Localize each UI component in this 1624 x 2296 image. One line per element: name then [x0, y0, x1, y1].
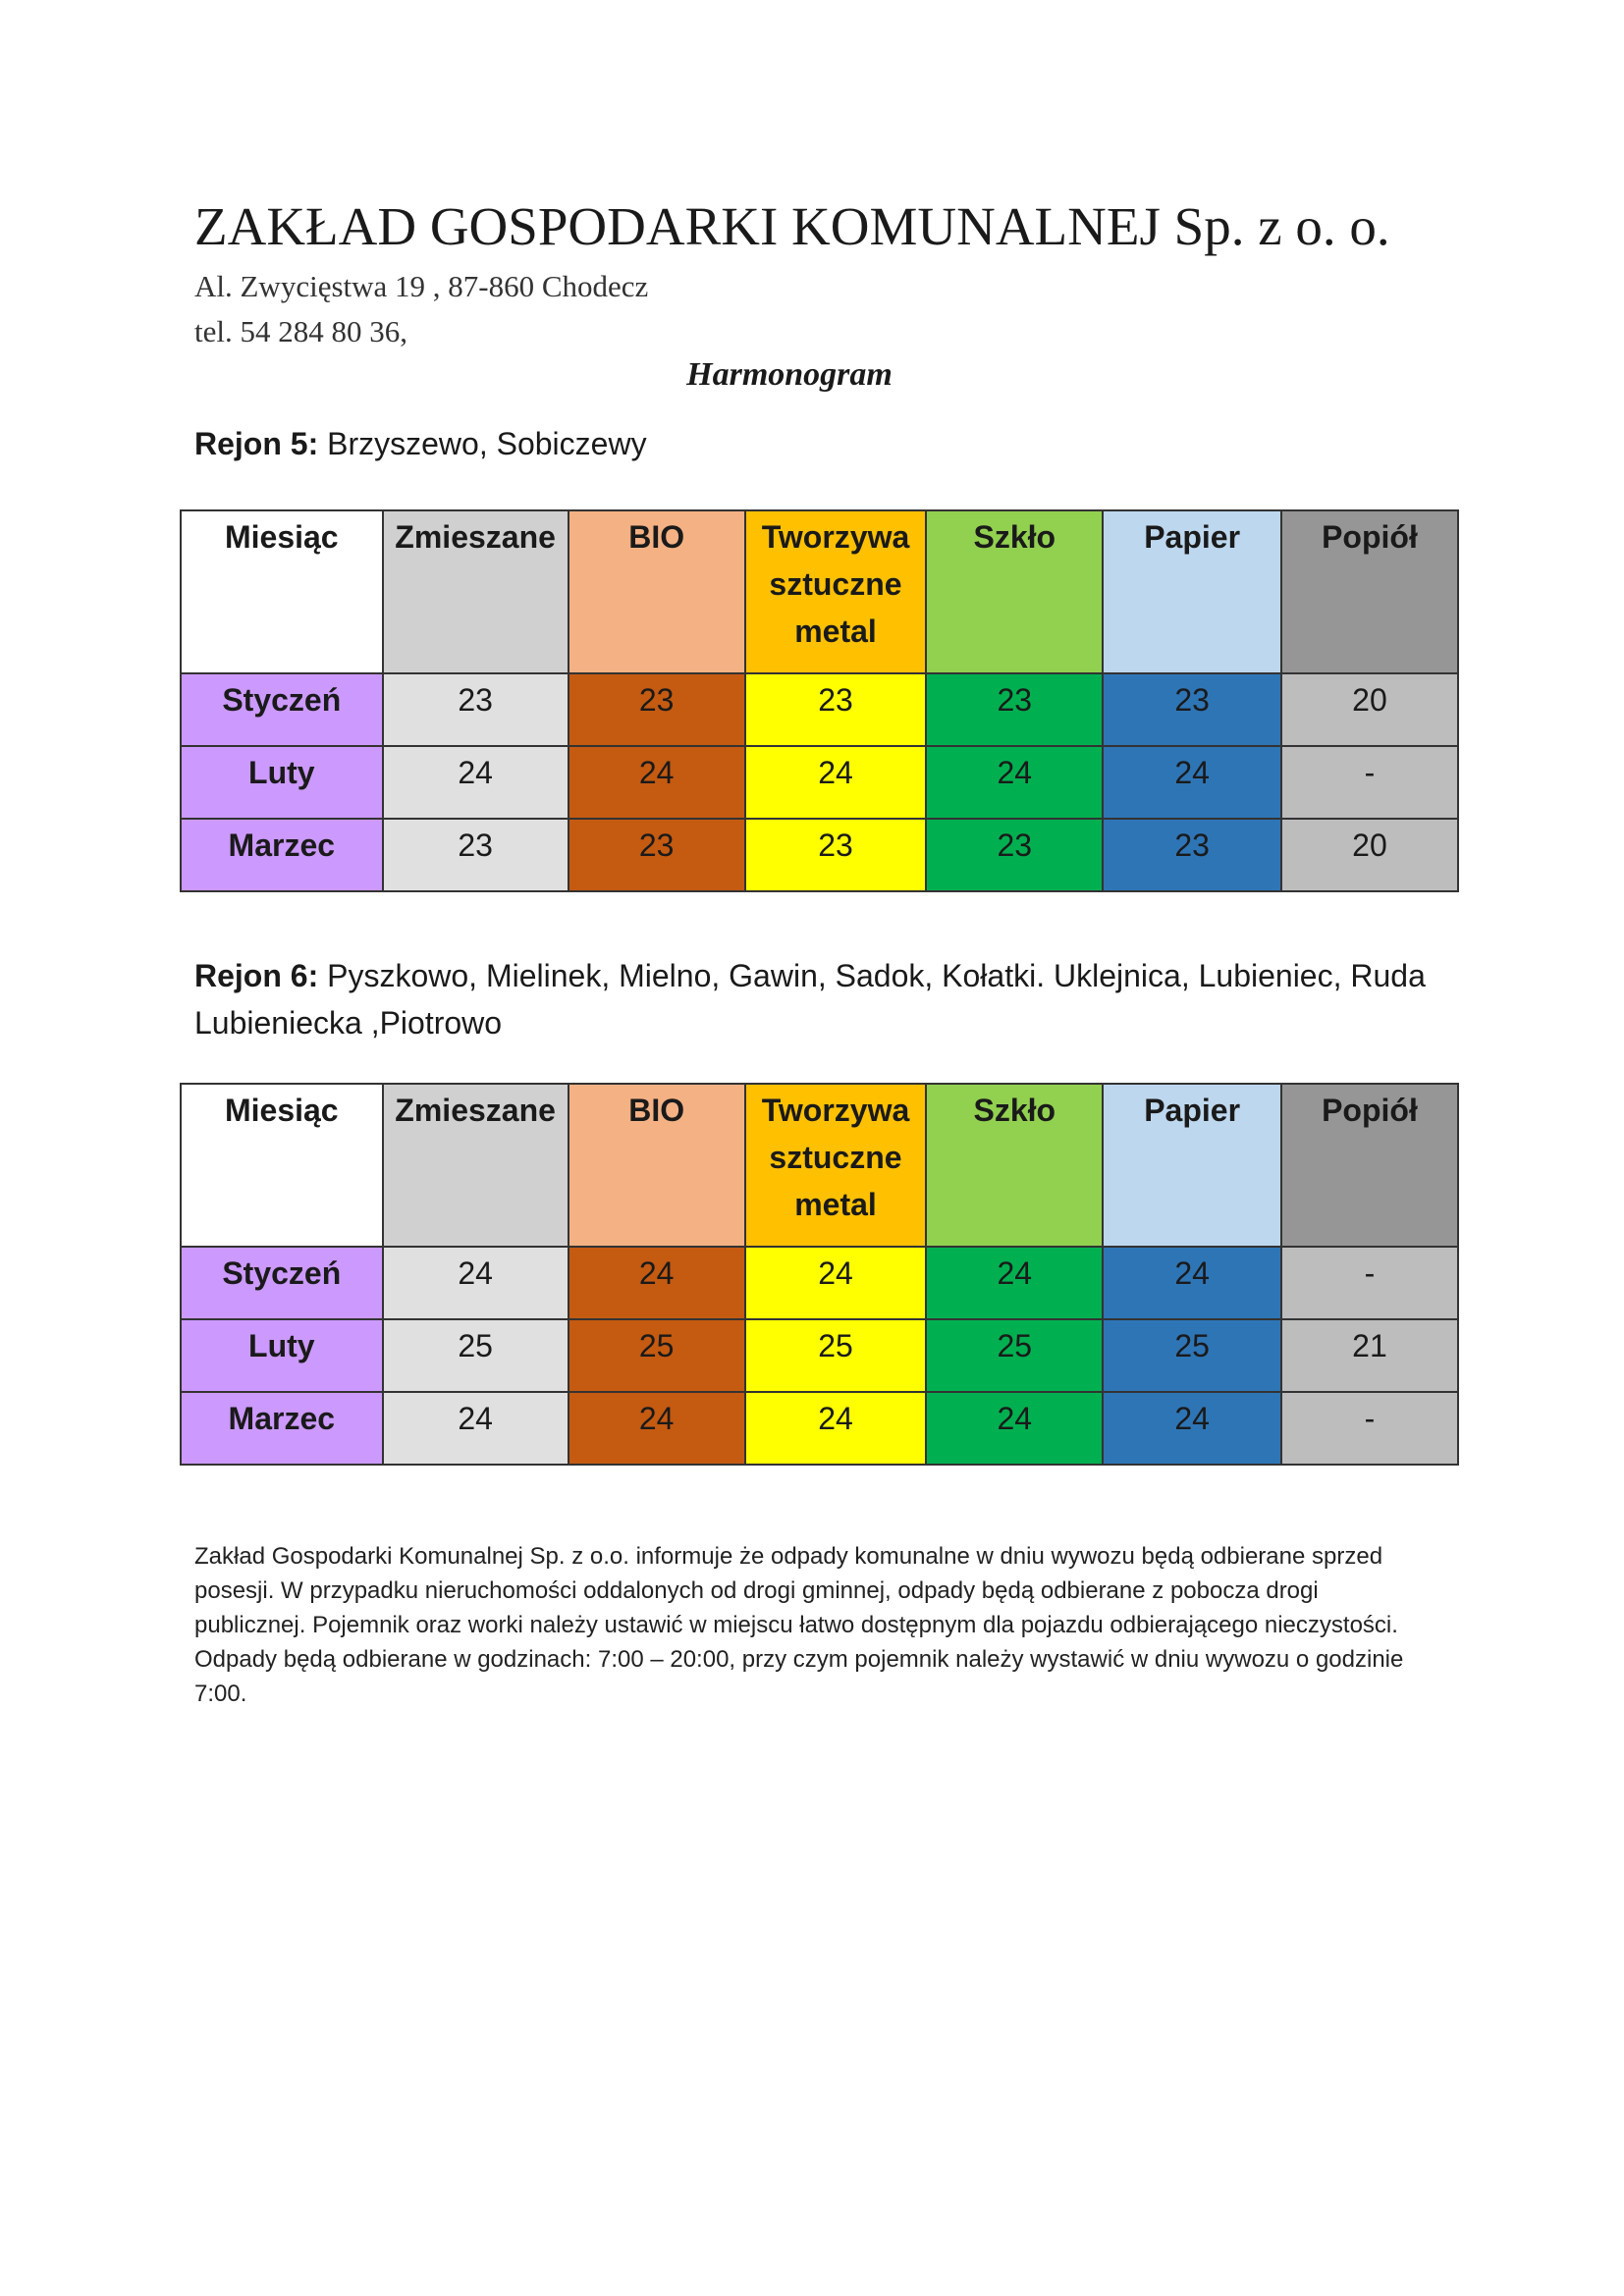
- col-header-month: Miesiąc: [181, 1084, 383, 1247]
- company-phone: tel. 54 284 80 36,: [194, 314, 407, 348]
- company-address: Al. Zwycięstwa 19 , 87-860 Chodecz: [194, 269, 649, 303]
- ash-cell: 21: [1281, 1319, 1458, 1392]
- company-name: ZAKŁAD GOSPODARKI KOMUNALNEJ Sp. z o. o.: [194, 196, 1390, 256]
- col-header-bio: BIO: [568, 510, 745, 673]
- plastic-cell: 23: [745, 673, 927, 746]
- month-cell: Styczeń: [181, 673, 383, 746]
- glass-cell: 24: [926, 1392, 1103, 1465]
- table-row: [181, 746, 1458, 819]
- region-5-places: Brzyszewo, Sobiczewy: [318, 426, 647, 461]
- plastic-cell: 23: [745, 819, 927, 891]
- ash-cell: 20: [1281, 673, 1458, 746]
- region-5-label: Rejon 5:: [194, 426, 319, 461]
- glass-cell: 23: [926, 673, 1103, 746]
- schedule-table-region-6: [180, 1083, 1459, 1466]
- table-row: [181, 1392, 1458, 1465]
- region-6-places: Pyszkowo, Mielinek, Mielno, Gawin, Sadok, Kołatki. Uklejnica, Lubieniec, Ruda Lubieniecka ,Piotrowo: [194, 958, 1426, 1041]
- table-row: [181, 1319, 1458, 1392]
- plastic-cell: 25: [745, 1319, 927, 1392]
- col-header-bio: BIO: [568, 1084, 745, 1247]
- col-header-mixed: Zmieszane: [383, 1084, 568, 1247]
- col-header-plastic: Tworzywa sztuczne metal: [745, 510, 927, 673]
- paper-cell: 23: [1103, 673, 1281, 746]
- col-header-ash: Popiół: [1281, 1084, 1458, 1247]
- bio-cell: 23: [568, 819, 745, 891]
- paper-cell: 24: [1103, 1247, 1281, 1319]
- mixed-cell: 23: [383, 673, 568, 746]
- mixed-cell: 23: [383, 819, 568, 891]
- bio-cell: 24: [568, 1247, 745, 1319]
- col-header-glass: Szkło: [926, 1084, 1103, 1247]
- col-header-mixed: Zmieszane: [383, 510, 568, 673]
- mixed-cell: 24: [383, 1392, 568, 1465]
- glass-cell: 23: [926, 819, 1103, 891]
- region-6-label: Rejon 6:: [194, 958, 319, 993]
- bio-cell: 23: [568, 673, 745, 746]
- col-header-glass: Szkło: [926, 510, 1103, 673]
- col-header-paper: Papier: [1103, 510, 1281, 673]
- bio-cell: 25: [568, 1319, 745, 1392]
- paper-cell: 24: [1103, 1392, 1281, 1465]
- table-row: [181, 819, 1458, 891]
- glass-cell: 24: [926, 1247, 1103, 1319]
- ash-cell: -: [1281, 1392, 1458, 1465]
- table-row: [181, 673, 1458, 746]
- month-cell: Marzec: [181, 1392, 383, 1465]
- month-cell: Styczeń: [181, 1247, 383, 1319]
- schedule-table-region-5: [180, 509, 1459, 892]
- bio-cell: 24: [568, 746, 745, 819]
- month-cell: Luty: [181, 746, 383, 819]
- region-5-heading: [194, 420, 1471, 467]
- ash-cell: -: [1281, 1247, 1458, 1319]
- col-header-month: Miesiąc: [181, 510, 383, 673]
- ash-cell: -: [1281, 746, 1458, 819]
- month-cell: Marzec: [181, 819, 383, 891]
- document-title: Harmonogram: [686, 356, 893, 393]
- glass-cell: 24: [926, 746, 1103, 819]
- table-row: [181, 1247, 1458, 1319]
- ash-cell: 20: [1281, 819, 1458, 891]
- region-6-heading: [194, 952, 1471, 1046]
- mixed-cell: 25: [383, 1319, 568, 1392]
- glass-cell: 25: [926, 1319, 1103, 1392]
- paper-cell: 23: [1103, 819, 1281, 891]
- col-header-ash: Popiół: [1281, 510, 1458, 673]
- paper-cell: 24: [1103, 746, 1281, 819]
- collection-info-paragraph: Zakład Gospodarki Komunalnej Sp. z o.o. informuje że odpady komunalne w dniu wywozu będą odbierane sprzed posesji. W przypadku nieruchomości oddalonych od drogi gminnej, odpady będą odbierane z pobocza drogi publicznej. Pojemnik oraz worki należy ustawić w miejscu łatwo dostępnym dla pojazdu odbierającego nieczystości. Odpady będą odbierane w godzinach: 7:00 – 20:00, przy czym pojemnik należy wystawić w dniu wywozu o godzinie 7:00.: [194, 1543, 1404, 1707]
- mixed-cell: 24: [383, 1247, 568, 1319]
- paper-cell: 25: [1103, 1319, 1281, 1392]
- plastic-cell: 24: [745, 746, 927, 819]
- month-cell: Luty: [181, 1319, 383, 1392]
- plastic-cell: 24: [745, 1392, 927, 1465]
- col-header-plastic: Tworzywa sztuczne metal: [745, 1084, 927, 1247]
- mixed-cell: 24: [383, 746, 568, 819]
- plastic-cell: 24: [745, 1247, 927, 1319]
- col-header-paper: Papier: [1103, 1084, 1281, 1247]
- bio-cell: 24: [568, 1392, 745, 1465]
